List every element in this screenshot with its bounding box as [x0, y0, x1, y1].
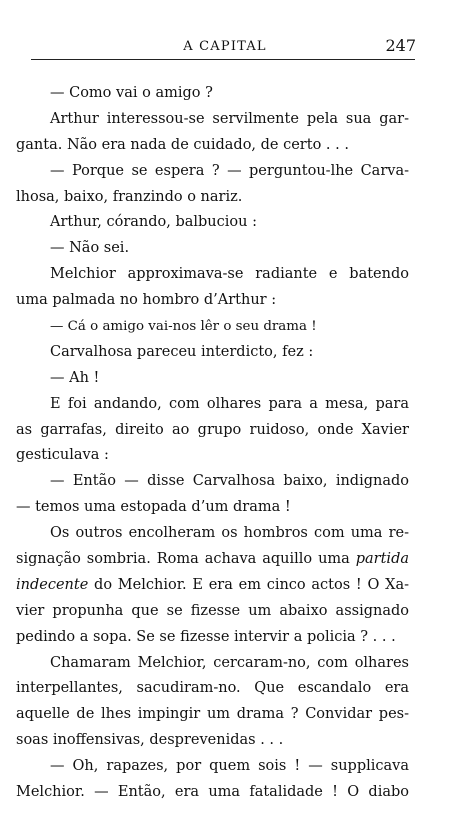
text-line: — Não sei.	[50, 240, 130, 257]
text-line: interpellantes, sacudiram-no. Que escandalo era	[16, 680, 409, 697]
italic-word: indecente	[16, 576, 89, 593]
text-line	[16, 547, 409, 573]
text-line-content: do Melchior. E era em cinco actos ! O Xa-	[88, 576, 409, 593]
text-line: Arthur interessou-se servilmente pela sua gar-	[50, 110, 409, 127]
text-line: Os outros encolheram os hombros com uma re-	[50, 525, 409, 542]
text-line: lhosa, baixo, franzindo o nariz.	[16, 188, 243, 205]
italic-word: partida	[355, 551, 409, 568]
text-line: — Ah !	[50, 369, 100, 386]
header-rule	[31, 59, 415, 60]
page-number: 247	[385, 36, 416, 55]
running-head-title: A CAPITAL	[183, 39, 267, 54]
text-line: Arthur, córando, balbuciou :	[50, 214, 257, 231]
text-line: Melchior approximava-se radiante e batendo	[50, 266, 409, 283]
text-line: E foi andando, com olhares para a mesa, para	[50, 395, 409, 412]
text-line: — temos uma estopada d’um drama !	[16, 499, 291, 516]
text-line: — Cá o amigo vai-nos lêr o seu drama !	[50, 319, 317, 335]
text-line: pedindo a sopa. Se se fizesse intervir a policia ? . . .	[16, 628, 396, 645]
text-line: Carvalhosa pareceu interdicto, fez :	[50, 343, 314, 360]
running-head	[34, 36, 416, 56]
text-line-content: signação sombria. Roma achava aquillo uma	[16, 551, 350, 568]
text-line: aquelle de lhes impingir um drama ? Convidar pes-	[16, 706, 409, 723]
text-line: — Porque se espera ? — perguntou-lhe Carva-	[50, 162, 409, 179]
text-line: uma palmada no hombro d’Arthur :	[16, 292, 277, 309]
text-line: Melchior. — Então, era uma fatalidade ! O diabo	[16, 784, 409, 801]
text-line: — Oh, rapazes, por quem sois ! — supplicava	[50, 758, 409, 775]
text-line: soas inoffensivas, desprevenidas . . .	[16, 732, 284, 749]
body-text	[16, 81, 409, 806]
text-line: Chamaram Melchior, cercaram-no, com olhares	[50, 654, 409, 671]
text-line: ganta. Não era nada de cuidado, de certo . . .	[16, 136, 349, 153]
text-line: — Então — disse Carvalhosa baixo, indignado	[50, 473, 409, 490]
text-line: as garrafas, direito ao grupo ruidoso, onde Xavier	[16, 421, 409, 438]
text-line: gesticulava :	[16, 447, 109, 464]
text-line: — Como vai o amigo ?	[50, 85, 213, 101]
text-line: vier propunha que se fizesse um abaixo assignado	[16, 602, 409, 619]
text-line	[16, 573, 409, 599]
